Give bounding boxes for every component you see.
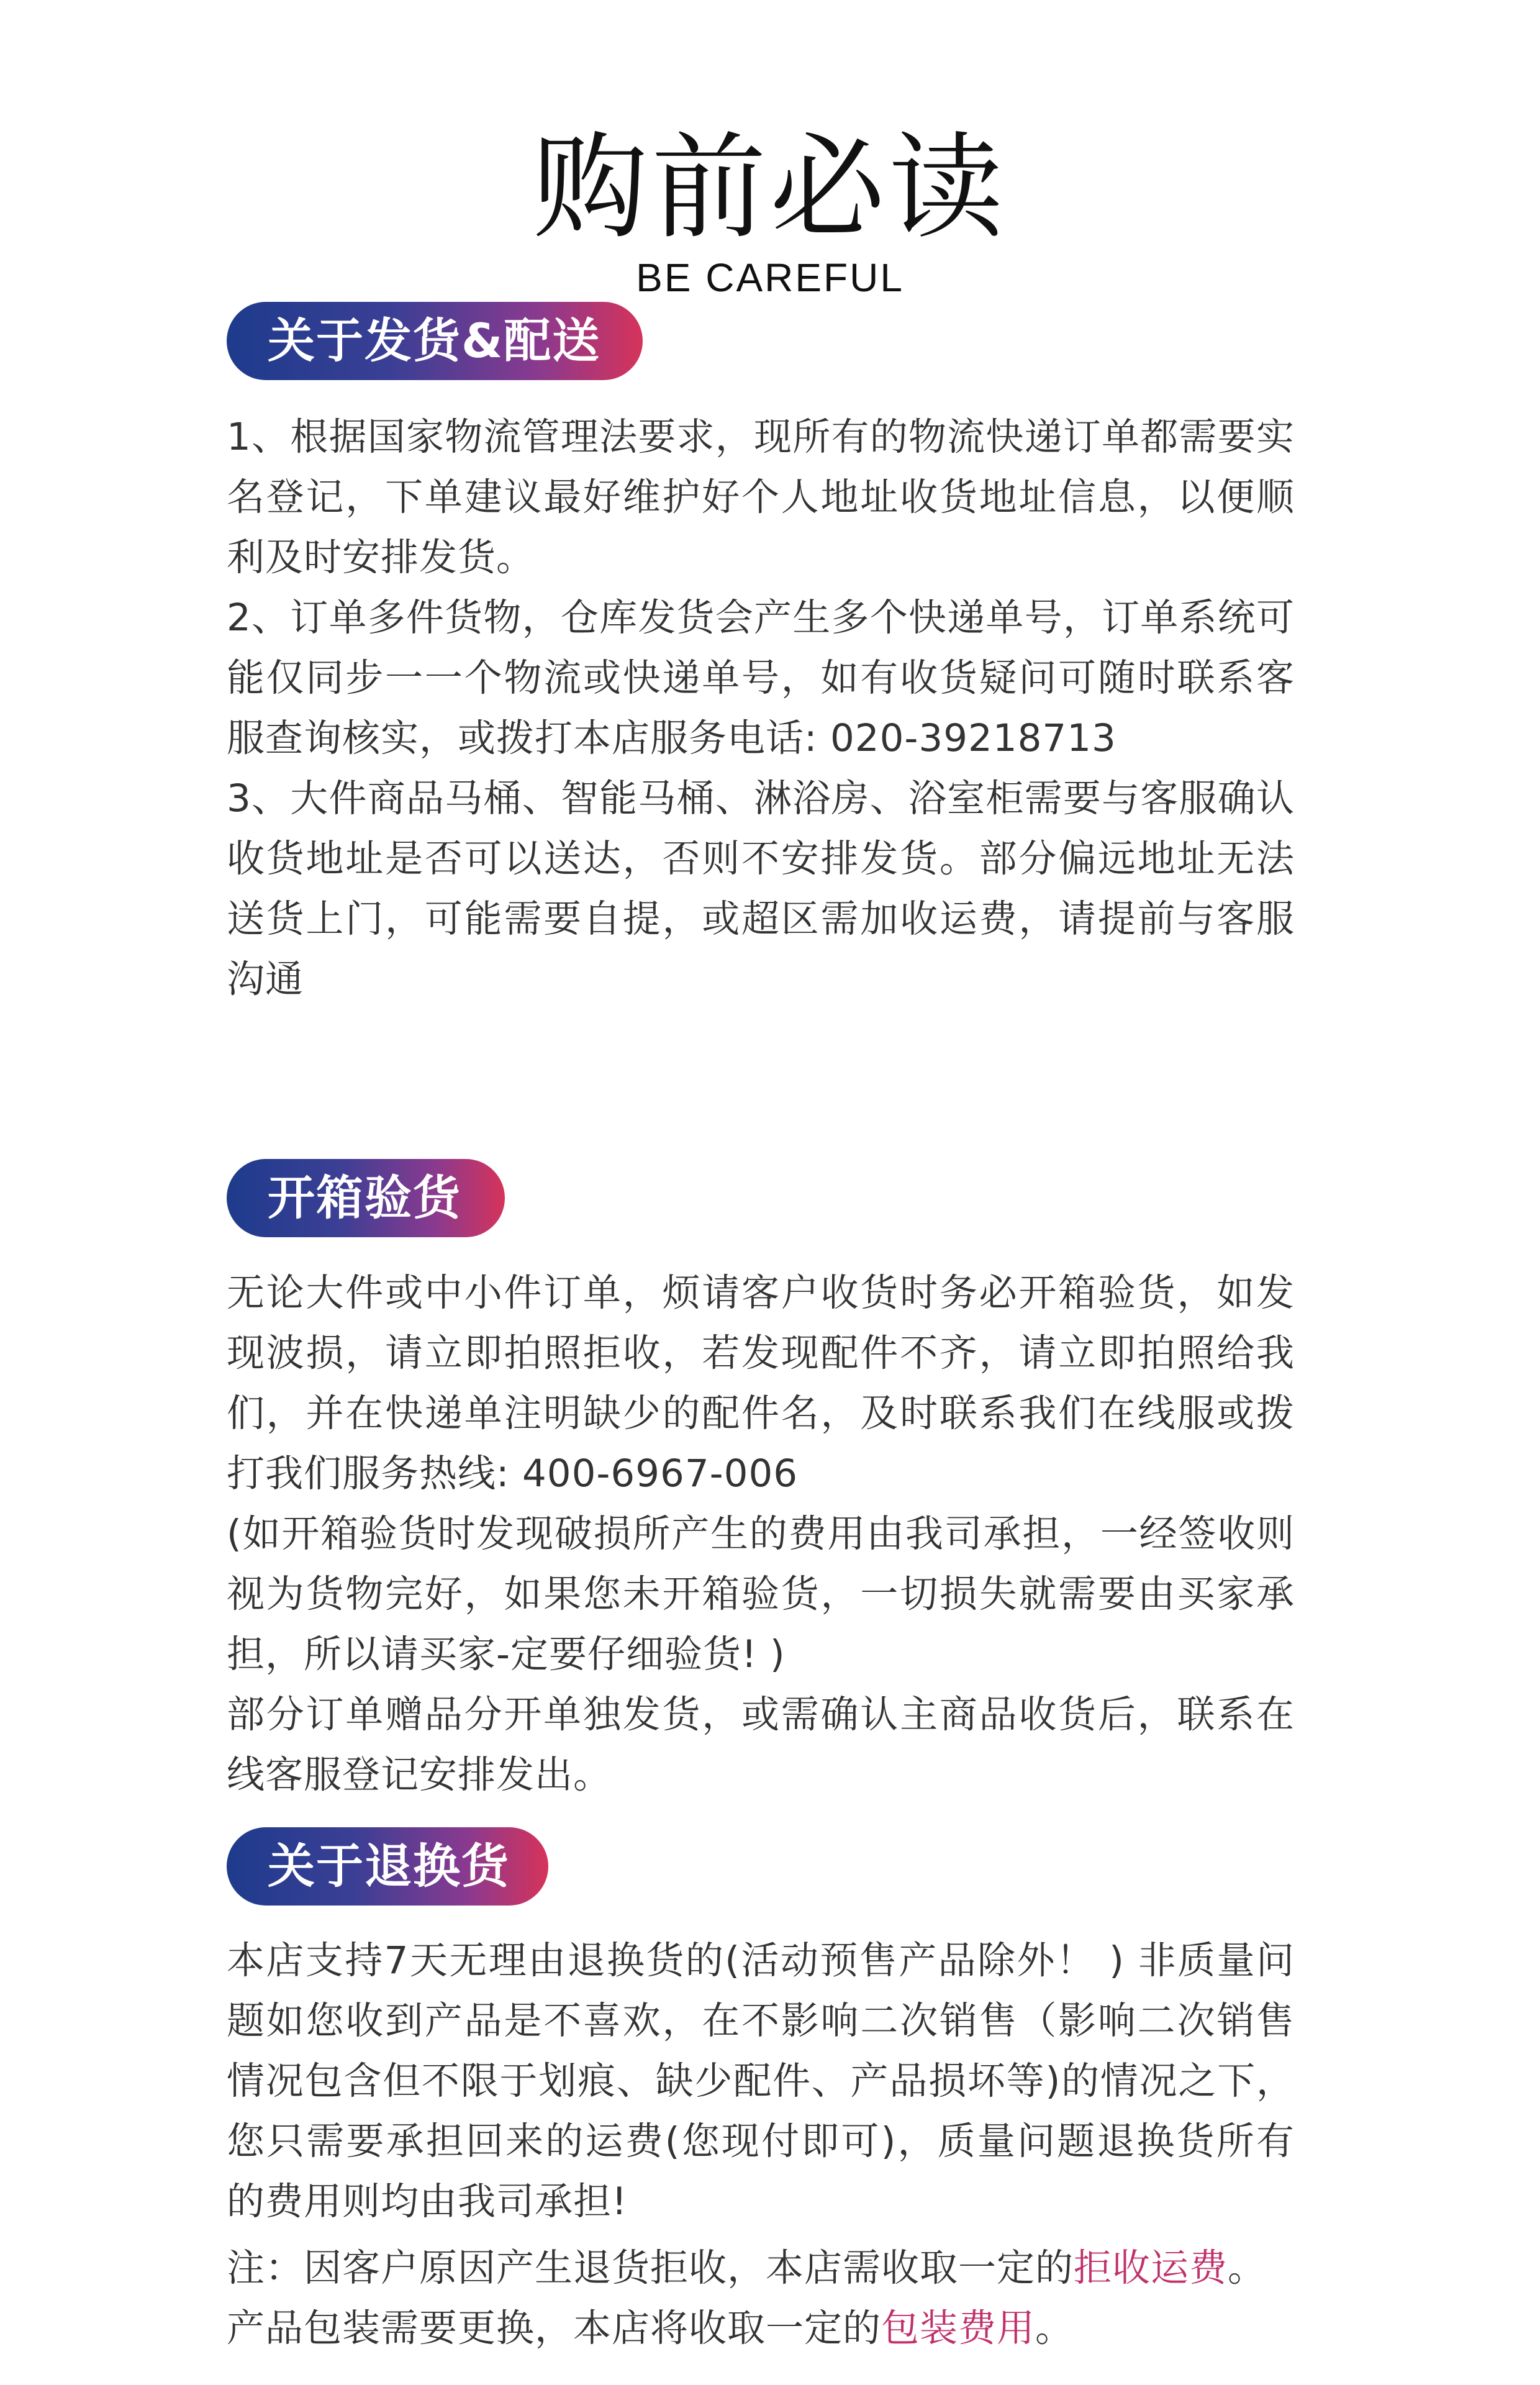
section-body-inspection <box>227 1263 1295 1805</box>
note-prefix: 注：因客户原因产生退货拒收，本店需收取一定的 <box>227 2246 1074 2290</box>
page-subtitle: BE CAREFUL <box>636 255 904 300</box>
returns-note <box>227 2238 1295 2358</box>
section-heading-inspection: 开箱验货 <box>227 1159 505 1237</box>
paragraph: 3、大件商品马桶、智能马桶、淋浴房、浴室柜需要与客服确认收货地址是否可以送达，否则不安排发货。部分偏远地址无法送货上门，可能需要自提，或超区需加收运费，请提前与客服沟通 <box>227 776 1295 1001</box>
section-body-shipping <box>227 407 1295 1009</box>
page-title: 购前必读 <box>533 120 1007 255</box>
section-body-returns <box>227 1930 1295 2232</box>
section-heading-returns: 关于退换货 <box>227 1827 548 1906</box>
section-heading-shipping: 关于发货&配送 <box>227 302 643 380</box>
paragraph: 2、订单多件货物，仓库发货会产生多个快递单号，订单系统可能仅同步一一个物流或快递单号，如有收货疑问可随时联系客服查询核实，或拨打本店服务电话: 020-39218713 <box>227 596 1295 760</box>
paragraph: 部分订单赠品分开单独发货，或需确认主商品收货后，联系在线客服登记安排发出。 <box>227 1692 1295 1797</box>
paragraph: 本店支持7天无理由退换货的(活动预售产品除外！ ) 非质量问题如您收到产品是不喜欢，在不影响二次销售（影响二次销售情况包含但不限于划痕、缺少配件、产品损坏等)的情况之下，您只需要承担回来的运费(您现付即可)，质量问题退换货所有的费用则均由我司承担! <box>227 1938 1295 2224</box>
note-suffix: 。 <box>1035 2306 1074 2350</box>
paragraph: (如开箱验货时发现破损所产生的费用由我司承担，一经签收则视为货物完好，如果您未开箱验货，一切损失就需要由买家承担，所以请买家-定要仔细验货! ) <box>227 1512 1295 1676</box>
note-middle: 。产品包装需要更换，本店将收取一定的 <box>227 2246 1267 2350</box>
note-highlight-packaging-fee: 包装费用 <box>881 2306 1036 2350</box>
paragraph: 1、根据国家物流管理法要求，现所有的物流快递订单都需要实名登记，下单建议最好维护好个人地址收货地址信息，以便顺利及时安排发货。 <box>227 415 1295 579</box>
paragraph: 无论大件或中小件订单，烦请客户收货时务必开箱验货，如发现波损，请立即拍照拒收，若发现配件不齐，请立即拍照给我们，并在快递单注明缺少的配件名，及时联系我们在线服或拨打我们服务热线: 400-6967-006 <box>227 1271 1295 1496</box>
note-highlight-rejection-fee: 拒收运费 <box>1074 2246 1228 2290</box>
